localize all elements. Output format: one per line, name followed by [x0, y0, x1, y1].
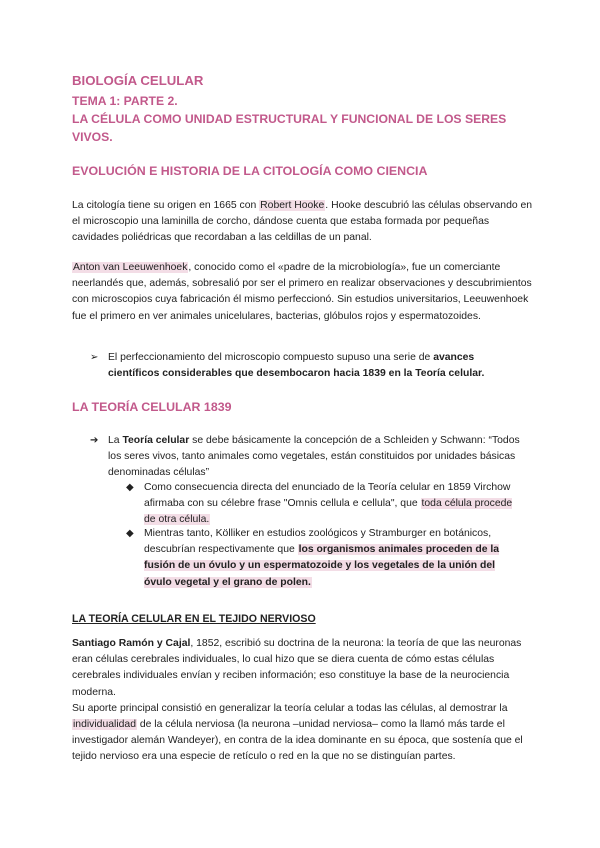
sub-bullet-virchow: [126, 480, 524, 529]
text: de la célula nerviosa (la neurona –unidad nerviosa– como la llamó más tarde el investigador alemán Wandeyer), en contra de la idea dominante en su época, que sostenía que el tejido nervioso era una especie de retículo o red en la que no se distinguían partes.: [72, 719, 523, 763]
text: La citología tiene su origen en 1665 con: [72, 200, 260, 211]
text: La: [108, 435, 123, 446]
text: . Hooke descubrió las células observando en el microscopio una laminilla de corcho, dándose cuenta que estaba formada por pequeñas cavidades poliédricas que recordaban a las celdillas de un panal.: [72, 200, 533, 244]
document-title: BIOLOGÍA CELULAR: [72, 73, 204, 88]
highlight-bold-text: los organismos animales proceden de la fusión de un óvulo y un espermatozoide y los vegetales de la unión del óvulo vegetal y el grano de polen.: [144, 544, 500, 588]
subtitle-line-2: LA CÉLULA COMO UNIDAD ESTRUCTURAL Y FUNCIONAL DE LOS SERES VIVOS.: [72, 112, 507, 144]
bold-text: avances científicos considerables que desembocaron hacia 1839 en la Teoría celular.: [108, 352, 485, 380]
bold-text: Teoría celular: [122, 435, 190, 446]
diamond-bullet-icon: ◆: [126, 482, 134, 493]
paragraph-ramon-y-cajal: [72, 636, 536, 766]
section-heading-history: EVOLUCIÓN E HISTORIA DE LA CITOLOGÍA COMO CIENCIA: [72, 164, 428, 178]
text: Como consecuencia directa del enunciado de la Teoría celular en 1859 Virchow afirmaba con su célebre frase "Omnis cellula e cellula", que: [144, 482, 511, 510]
highlight-individualidad: individualidad: [73, 719, 136, 731]
subtitle-line-1: TEMA 1: PARTE 2.: [72, 94, 178, 108]
bullet-microscope: [90, 350, 528, 382]
bullet-cell-theory: [90, 433, 528, 482]
text: se debe básicamente la concepción de a Schleiden y Schwann: “Todos los seres vivos, tanto animales como vegetales, están constituidos por unidades básicas denominadas células”: [108, 435, 520, 479]
document-subtitle: [72, 92, 542, 146]
highlight-text: toda célula procede de otra célula.: [144, 498, 513, 526]
section-heading-cell-theory: LA TEORÍA CELULAR 1839: [72, 400, 232, 414]
section-heading-nervous-tissue: LA TEORÍA CELULAR EN EL TEJIDO NERVIOSO: [72, 612, 316, 625]
highlight-leeuwenhoek: Anton van Leeuwenhoek: [73, 262, 188, 273]
bold-text: Santiago Ramón y Cajal: [72, 638, 191, 649]
text: , conocido como el «padre de la microbiología», fue un comerciante neerlandés que, además, sobresalió por ser el primero en realizar observaciones y descubrimientos con microscopios cuya fabricación él mismo perfeccionó. Sin estudios universitarios, Leeuwenhoek fue el primero en ver animales unicelulares, bacterias, glóbulos rojos y espermatozoides.: [72, 262, 532, 322]
text: El perfeccionamiento del microscopio compuesto supuso una serie de: [108, 352, 434, 363]
arrow-bullet-icon: ➔: [90, 435, 99, 446]
paragraph-hooke: [72, 198, 536, 247]
highlight-robert-hooke: Robert Hooke: [260, 200, 325, 211]
sub-bullet-kolliker: [126, 526, 524, 591]
text: Mientras tanto, Kölliker en estudios zoológicos y Stramburger en botánicos, descubrían respectivamente que: [144, 528, 492, 556]
text: Su aporte principal consistió en generalizar la teoría celular a todas las células, al demostrar la: [72, 702, 508, 714]
paragraph-leeuwenhoek: [72, 260, 536, 325]
arrow-bullet-icon: ➢: [90, 352, 99, 363]
diamond-bullet-icon: ◆: [126, 528, 134, 539]
text: , 1852, escribió su doctrina de la neurona: la teoría de que las neuronas eran células cerebrales individuales, lo cual hizo que se diera cuenta de cómo estas células cerebrales individuales envían y reciben información; eso constituye la base de la neurociencia moderna.: [72, 638, 522, 698]
